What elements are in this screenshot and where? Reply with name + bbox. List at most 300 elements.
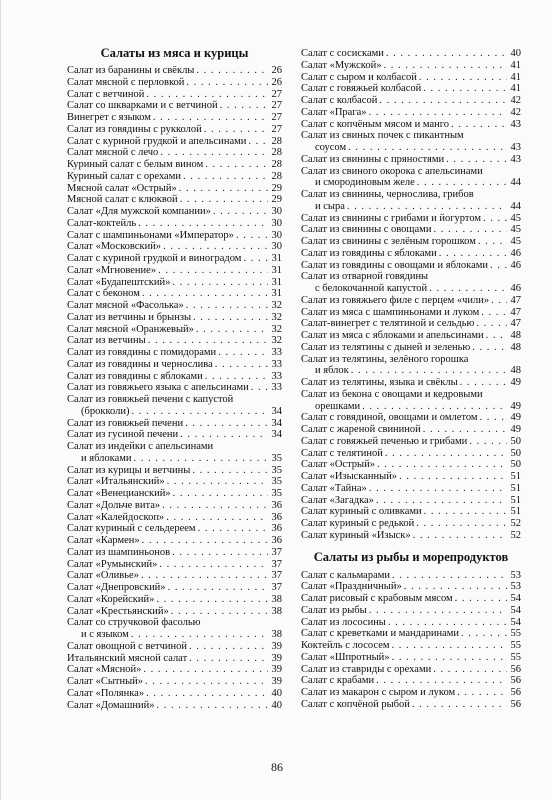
- dot-leader: [399, 471, 507, 483]
- toc-entry: [301, 236, 521, 248]
- toc-entry-title: Салат из гусиной печени: [67, 429, 179, 441]
- toc-entry-title: Салат «Румынский»: [67, 558, 158, 570]
- toc-entry-page: 56: [510, 663, 521, 675]
- toc-entry-page: 53: [510, 569, 521, 581]
- toc-entry-title: Салат «Мужской»: [301, 59, 382, 71]
- dot-leader: [143, 664, 268, 676]
- dot-leader: [461, 628, 507, 640]
- toc-entry-page: 33: [271, 382, 282, 394]
- toc-entry-page: 49: [510, 424, 521, 435]
- toc-entry: [67, 394, 282, 418]
- toc-entry-page: 34: [271, 417, 282, 429]
- toc-entry: [301, 699, 521, 711]
- toc-entry-title: Салат из макарон с сыром и луком: [301, 687, 456, 698]
- toc-entry: [301, 60, 521, 72]
- toc-entry: [67, 183, 282, 195]
- toc-entry-title: Салат из свинины с овощами: [301, 224, 432, 236]
- toc-entry: [67, 112, 282, 124]
- toc-entry-title: Салат «Будапештский»: [67, 276, 171, 288]
- toc-entry-title: Салат из свинины с пряностями: [301, 153, 445, 165]
- dot-leader: [171, 606, 268, 618]
- dot-leader: [424, 506, 507, 518]
- toc-entry-title: Салат-коктейль: [67, 217, 137, 229]
- toc-entry: [301, 389, 521, 413]
- toc-entry: [301, 166, 521, 190]
- toc-entry-page: 39: [271, 640, 282, 652]
- toc-entry-title: Салат «Шпротный»: [301, 651, 390, 663]
- dot-leader: [486, 330, 507, 342]
- toc-entry: [67, 265, 282, 277]
- toc-entry-page: 52: [510, 518, 521, 529]
- toc-entry-title: Салат из ветчины: [67, 335, 146, 347]
- dot-leader: [483, 213, 507, 225]
- dot-leader: [385, 448, 507, 460]
- toc-entry: [67, 194, 282, 206]
- toc-entry-title: Салат «Днепровский»: [67, 582, 166, 593]
- dot-leader: [153, 112, 268, 124]
- toc-entry-page: 36: [271, 523, 282, 535]
- toc-entry: [67, 206, 282, 218]
- toc-entry: [67, 500, 282, 512]
- toc-entry: [67, 429, 282, 441]
- toc-entry: [301, 295, 521, 307]
- toc-entry-page: 56: [510, 698, 521, 710]
- toc-entry-title-line: Салат из свиных почек с пикантным: [301, 130, 464, 142]
- toc-entry: [301, 506, 521, 518]
- toc-entry-title: и яблоками: [81, 452, 132, 464]
- toc-entry-title: Салат «Московский»: [67, 241, 162, 253]
- toc-entry: [67, 688, 282, 700]
- toc-entry-page: 54: [510, 616, 521, 628]
- dot-leader: [457, 687, 507, 699]
- toc-entry-page: 36: [271, 499, 282, 511]
- toc-entry-title: Салат из свинины с грибами и йогуртом: [301, 212, 482, 224]
- toc-entry-title: Салат из ветчины и брынзы: [67, 311, 192, 323]
- toc-entry-title: Салат из ставриды с орехами: [301, 663, 432, 675]
- page-number: 86: [271, 760, 283, 774]
- dot-leader: [185, 418, 268, 430]
- toc-entry-title-line: Салат из говяжьей печени с капустой: [67, 394, 234, 405]
- toc-entry: [67, 136, 282, 148]
- toc-entry-title: Салат с ветчиной: [67, 88, 145, 100]
- toc-entry-title: Мясной салат «Острый»: [67, 182, 177, 194]
- toc-entry-page: 43: [510, 142, 521, 153]
- dot-leader: [348, 142, 507, 154]
- toc-entry-title: Салат рисовый с крабовым мясом: [301, 593, 453, 604]
- dot-leader: [142, 288, 268, 300]
- toc-entry-page: 51: [510, 471, 521, 482]
- toc-entry: [301, 72, 521, 84]
- toc-entry-title: Салат «Мясной»: [67, 664, 142, 676]
- toc-entry-title: Салат из говяжьей печени: [67, 417, 184, 429]
- toc-entry: [67, 570, 282, 582]
- toc-entry-title: Салат с копчёной рыбой: [301, 698, 410, 710]
- toc-left-column: [67, 42, 282, 711]
- toc-entry-title: Салат с говяжьей печенью и грибами: [301, 435, 468, 447]
- toc-entry-page: 54: [510, 604, 521, 616]
- toc-entry: [301, 495, 521, 507]
- toc-entry: [67, 124, 282, 136]
- toc-entry: [67, 535, 282, 547]
- dot-leader: [158, 265, 268, 277]
- dot-leader: [369, 605, 507, 617]
- toc-entry-title: Салат овощной с ветчиной: [67, 640, 188, 652]
- toc-entry: [67, 300, 282, 312]
- dot-leader: [215, 359, 268, 371]
- toc-entry-title: Салат «Для мужской компании»: [67, 206, 211, 217]
- dot-leader: [162, 500, 268, 512]
- toc-entry: [67, 641, 282, 653]
- toc-entry: [301, 318, 521, 330]
- dot-leader: [469, 436, 507, 448]
- dot-leader: [347, 201, 507, 213]
- dot-leader: [156, 594, 268, 606]
- dot-leader: [192, 465, 268, 477]
- toc-entry-title: Салат с крабами: [301, 675, 375, 687]
- toc-entry: [301, 628, 521, 640]
- dot-leader: [166, 512, 268, 524]
- toc-entry-title: Салат из телятины с дыней и зеленью: [301, 341, 471, 353]
- toc-entry-page: 40: [271, 687, 282, 699]
- toc-entry-page: 36: [271, 535, 282, 546]
- dot-leader: [131, 406, 268, 418]
- dot-leader: [351, 365, 507, 377]
- toc-entry: [301, 581, 521, 593]
- toc-entry-title: Салат «Праздничный»: [301, 581, 402, 593]
- dot-leader: [138, 218, 268, 230]
- toc-entry-page: 42: [510, 106, 521, 118]
- toc-entry-page: 40: [510, 48, 521, 59]
- toc-entry: [67, 230, 282, 242]
- toc-entry-title: Салат из говяжьего языка с апельсинами: [67, 382, 249, 394]
- toc-entry: [301, 593, 521, 605]
- toc-entry: [67, 371, 282, 383]
- toc-entry-title: Салат «Тайна»: [301, 482, 367, 494]
- toc-entry-title: Салат мясной «Оранжевый»: [67, 323, 194, 335]
- toc-entry-title: Куриный салат с орехами: [67, 170, 181, 182]
- toc-entry-page: 53: [510, 581, 521, 593]
- toc-entry-title: Салат из говядины и чернослива: [67, 358, 213, 370]
- toc-entry-title-line: Салат из отварной говядины: [301, 271, 429, 283]
- toc-entry-page: 39: [271, 652, 282, 664]
- toc-entry-title: Салат куриный с редькой: [301, 518, 415, 529]
- toc-entry-page: 35: [271, 476, 282, 488]
- toc-entry: [301, 448, 521, 460]
- toc-entry-title: Салат «Изысканный»: [301, 471, 398, 482]
- toc-entry: [301, 652, 521, 664]
- toc-entry-page: 55: [510, 628, 521, 640]
- toc-entry-title: Салат с шампиньонами «Император»: [67, 229, 234, 241]
- dot-leader: [412, 699, 507, 711]
- dot-leader: [416, 518, 507, 530]
- toc-entry: [67, 147, 282, 159]
- toc-entry: [67, 65, 282, 77]
- toc-entry-page: 39: [271, 664, 282, 676]
- toc-entry: [301, 530, 521, 542]
- toc-entry-page: 27: [271, 100, 282, 112]
- toc-list-meat: [67, 65, 282, 711]
- toc-entry-title: Салат «Домашний»: [67, 699, 155, 711]
- toc-entry-title: Салат «Сытный»: [67, 676, 144, 687]
- toc-entry-page: 52: [510, 529, 521, 541]
- toc-entry-title: и с языком: [81, 629, 129, 640]
- toc-entry-title: Салат из лососины: [301, 616, 386, 628]
- toc-entry-page: 31: [271, 253, 282, 264]
- dot-leader: [193, 312, 268, 324]
- toc-entry-page: 46: [510, 283, 521, 294]
- toc-entry-page: 31: [271, 264, 282, 276]
- toc-entry-title: орешками: [315, 400, 361, 412]
- toc-entry: [67, 547, 282, 559]
- toc-entry-page: 35: [271, 464, 282, 476]
- dot-leader: [379, 95, 507, 107]
- toc-entry-page: 44: [510, 177, 521, 189]
- dot-leader: [189, 641, 268, 653]
- toc-entry: [67, 218, 282, 230]
- dot-leader: [134, 453, 268, 465]
- toc-entry-page: 38: [271, 605, 282, 617]
- toc-entry: [301, 459, 521, 471]
- dot-leader: [392, 652, 507, 664]
- toc-entry-title: Салат мясной «Фасолька»: [67, 300, 184, 311]
- toc-entry-page: 39: [271, 676, 282, 687]
- dot-leader: [377, 459, 507, 471]
- dot-leader: [163, 241, 268, 253]
- dot-leader: [205, 371, 268, 383]
- toc-entry-title: Салат «Корейский»: [67, 593, 155, 605]
- toc-entry: [67, 512, 282, 524]
- toc-entry-title: Салат-винегрет с телятиной и сельдью: [301, 318, 475, 330]
- toc-entry-title: Салат с куриной грудкой и апельсинами: [67, 135, 247, 147]
- toc-entry-page: 44: [510, 200, 521, 212]
- toc-entry-title: Салат «Полянка»: [67, 687, 145, 699]
- toc-entry: [301, 213, 521, 225]
- toc-entry: [67, 594, 282, 606]
- dot-leader: [383, 60, 507, 72]
- toc-entry-page: 26: [271, 65, 282, 76]
- toc-entry-page: 28: [271, 135, 282, 147]
- toc-entry: [67, 324, 282, 336]
- toc-entry-title: Салат «Мгновение»: [67, 264, 157, 276]
- toc-entry-title: Салат с копчёным мясом и манго: [301, 118, 450, 130]
- toc-entry: [67, 653, 282, 665]
- toc-entry-page: 30: [271, 217, 282, 229]
- toc-entry-page: 35: [271, 452, 282, 464]
- toc-entry-title-line: Салат из свиного окорока с апельсинами: [301, 165, 483, 177]
- toc-entry-title: Салат из рыбы: [301, 604, 367, 616]
- toc-entry: [67, 476, 282, 488]
- toc-entry: [67, 488, 282, 500]
- dot-leader: [186, 77, 268, 89]
- dot-leader: [204, 124, 268, 136]
- toc-entry-title: Салат с кальмарами: [301, 569, 391, 581]
- toc-entry: [301, 119, 521, 131]
- toc-entry-title: Салат с сосисками: [301, 48, 384, 59]
- dot-leader: [419, 72, 507, 84]
- toc-entry-page: 49: [510, 400, 521, 412]
- toc-entry-title: Коктейль с лососем: [301, 640, 390, 651]
- toc-entry-title: Салат из мяса с шампиньонами и луком: [301, 306, 480, 318]
- toc-entry-title: Куриный салат с белым вином: [67, 159, 204, 170]
- toc-entry-page: 26: [271, 76, 282, 88]
- dot-leader: [141, 570, 268, 582]
- dot-leader: [213, 206, 268, 218]
- toc-entry-page: 34: [271, 405, 282, 417]
- toc-entry-page: 51: [510, 494, 521, 506]
- toc-entry-page: 27: [271, 123, 282, 135]
- toc-entry-title: Салат «Крестьянский»: [67, 605, 169, 617]
- toc-entry: [301, 354, 521, 378]
- dot-leader: [478, 236, 507, 248]
- toc-entry-page: 35: [271, 488, 282, 499]
- toc-entry-page: 38: [271, 629, 282, 640]
- toc-entry: [67, 241, 282, 253]
- toc-entry-page: 28: [271, 170, 282, 182]
- toc-entry-title: Салат с колбасой: [301, 95, 378, 106]
- dot-leader: [131, 629, 268, 641]
- dot-leader: [455, 593, 507, 605]
- toc-entry-title: Салат мясной с лечо: [67, 147, 159, 159]
- toc-entry-page: 32: [271, 335, 282, 347]
- toc-entry-page: 46: [510, 247, 521, 259]
- toc-entry: [67, 418, 282, 430]
- dot-leader: [376, 495, 507, 507]
- toc-entry: [67, 441, 282, 465]
- toc-entry: [67, 171, 282, 183]
- toc-entry-title: Салат из говядины с яблоками: [67, 370, 203, 382]
- toc-entry-page: 41: [510, 59, 521, 71]
- toc-entry-page: 38: [271, 593, 282, 605]
- toc-entry: [301, 605, 521, 617]
- dot-leader: [172, 277, 268, 289]
- dot-leader: [189, 653, 268, 665]
- toc-entry: [301, 518, 521, 530]
- toc-entry: [67, 277, 282, 289]
- section-title-fish: Салаты из рыбы и морепродуктов: [313, 549, 509, 564]
- toc-entry-title: Салат из мяса с яблоками и апельсинами: [301, 330, 484, 341]
- toc-entry: [67, 700, 282, 712]
- dot-leader: [180, 429, 268, 441]
- toc-entry: [67, 559, 282, 571]
- dot-leader: [404, 581, 507, 593]
- toc-entry-page: 31: [271, 276, 282, 288]
- dot-leader: [159, 559, 268, 571]
- dot-leader: [146, 688, 268, 700]
- dot-leader: [180, 194, 268, 206]
- toc-entry-title: Салат из говядины с яблоками: [301, 247, 437, 259]
- toc-entry-page: 56: [510, 675, 521, 687]
- dot-leader: [423, 83, 507, 95]
- toc-entry-page: 47: [510, 306, 521, 318]
- toc-entry-page: 27: [271, 88, 282, 100]
- toc-entry-title: Салат из телятины, языка и свёклы: [301, 377, 458, 388]
- dot-leader: [218, 347, 268, 359]
- dot-leader: [160, 147, 268, 159]
- toc-entry-page: 32: [271, 323, 282, 335]
- toc-entry-title: Салат из баранины и свёклы: [67, 65, 195, 76]
- toc-entry-title: соусом: [315, 142, 347, 153]
- toc-entry: [67, 253, 282, 265]
- toc-entry-title: Салат со шкварками и с ветчиной: [67, 100, 218, 112]
- toc-entry-page: 47: [510, 294, 521, 306]
- toc-entry: [301, 224, 521, 236]
- dot-leader: [439, 248, 507, 260]
- toc-entry: [301, 664, 521, 676]
- toc-entry: [301, 271, 521, 295]
- toc-entry-page: 43: [510, 118, 521, 130]
- dot-leader: [417, 177, 507, 189]
- dot-leader: [460, 377, 507, 389]
- toc-entry-page: 48: [510, 341, 521, 353]
- dot-leader: [476, 318, 507, 330]
- dot-leader: [157, 700, 269, 712]
- toc-entry: [67, 465, 282, 477]
- toc-entry-page: 33: [271, 370, 282, 382]
- dot-leader: [369, 483, 507, 495]
- toc-entry: [301, 330, 521, 342]
- dot-leader: [183, 171, 268, 183]
- toc-entry-page: 37: [271, 582, 282, 593]
- dot-leader: [248, 136, 268, 148]
- toc-entry-page: 28: [271, 159, 282, 170]
- toc-entry-title: Салат мясной с перловкой: [67, 76, 185, 88]
- toc-entry-page: 48: [510, 365, 521, 377]
- toc-entry: [67, 523, 282, 535]
- dot-leader: [236, 230, 268, 242]
- dot-leader: [392, 640, 507, 652]
- toc-entry: [301, 48, 521, 60]
- toc-entry-page: 51: [510, 506, 521, 518]
- toc-entry-title: Салат из говядины с помидорами: [67, 347, 217, 358]
- toc-entry-page: 56: [510, 687, 521, 698]
- dot-leader: [179, 183, 268, 195]
- toc-entry-title: Салат куриный с сельдереем: [67, 523, 196, 535]
- toc-entry-page: 29: [271, 194, 282, 206]
- toc-entry-page: 45: [510, 224, 521, 236]
- toc-entry-title: Салат куриный с оливками: [301, 506, 422, 518]
- dot-leader: [198, 523, 268, 535]
- toc-entry-page: 45: [510, 236, 521, 247]
- dot-leader: [433, 224, 507, 236]
- toc-entry-title: и яблок: [315, 365, 349, 377]
- dot-leader: [386, 48, 507, 60]
- toc-entry: [301, 307, 521, 319]
- toc-entry-title: Салат с куриной грудкой и виноградом: [67, 253, 242, 264]
- toc-entry: [301, 342, 521, 354]
- toc-entry-page: 27: [271, 112, 282, 123]
- toc-list-meat-continued: [301, 48, 521, 542]
- toc-entry-title: Салат «Оливье»: [67, 570, 139, 582]
- toc-entry: [301, 483, 521, 495]
- toc-entry: [67, 335, 282, 347]
- toc-entry-page: 50: [510, 447, 521, 459]
- toc-entry: [301, 687, 521, 699]
- toc-entry-title: Салат «Кармен»: [67, 535, 140, 546]
- toc-entry: [301, 436, 521, 448]
- dot-leader: [481, 307, 507, 319]
- dot-leader: [446, 154, 507, 166]
- toc-entry-page: 30: [271, 206, 282, 217]
- dot-leader: [173, 488, 268, 500]
- toc-entry-page: 42: [510, 95, 521, 106]
- dot-leader: [205, 159, 268, 171]
- dot-leader: [220, 100, 268, 112]
- toc-entry: [67, 664, 282, 676]
- dot-leader: [490, 260, 507, 272]
- toc-entry-page: 28: [271, 147, 282, 159]
- dot-leader: [472, 342, 507, 354]
- dot-leader: [376, 675, 507, 687]
